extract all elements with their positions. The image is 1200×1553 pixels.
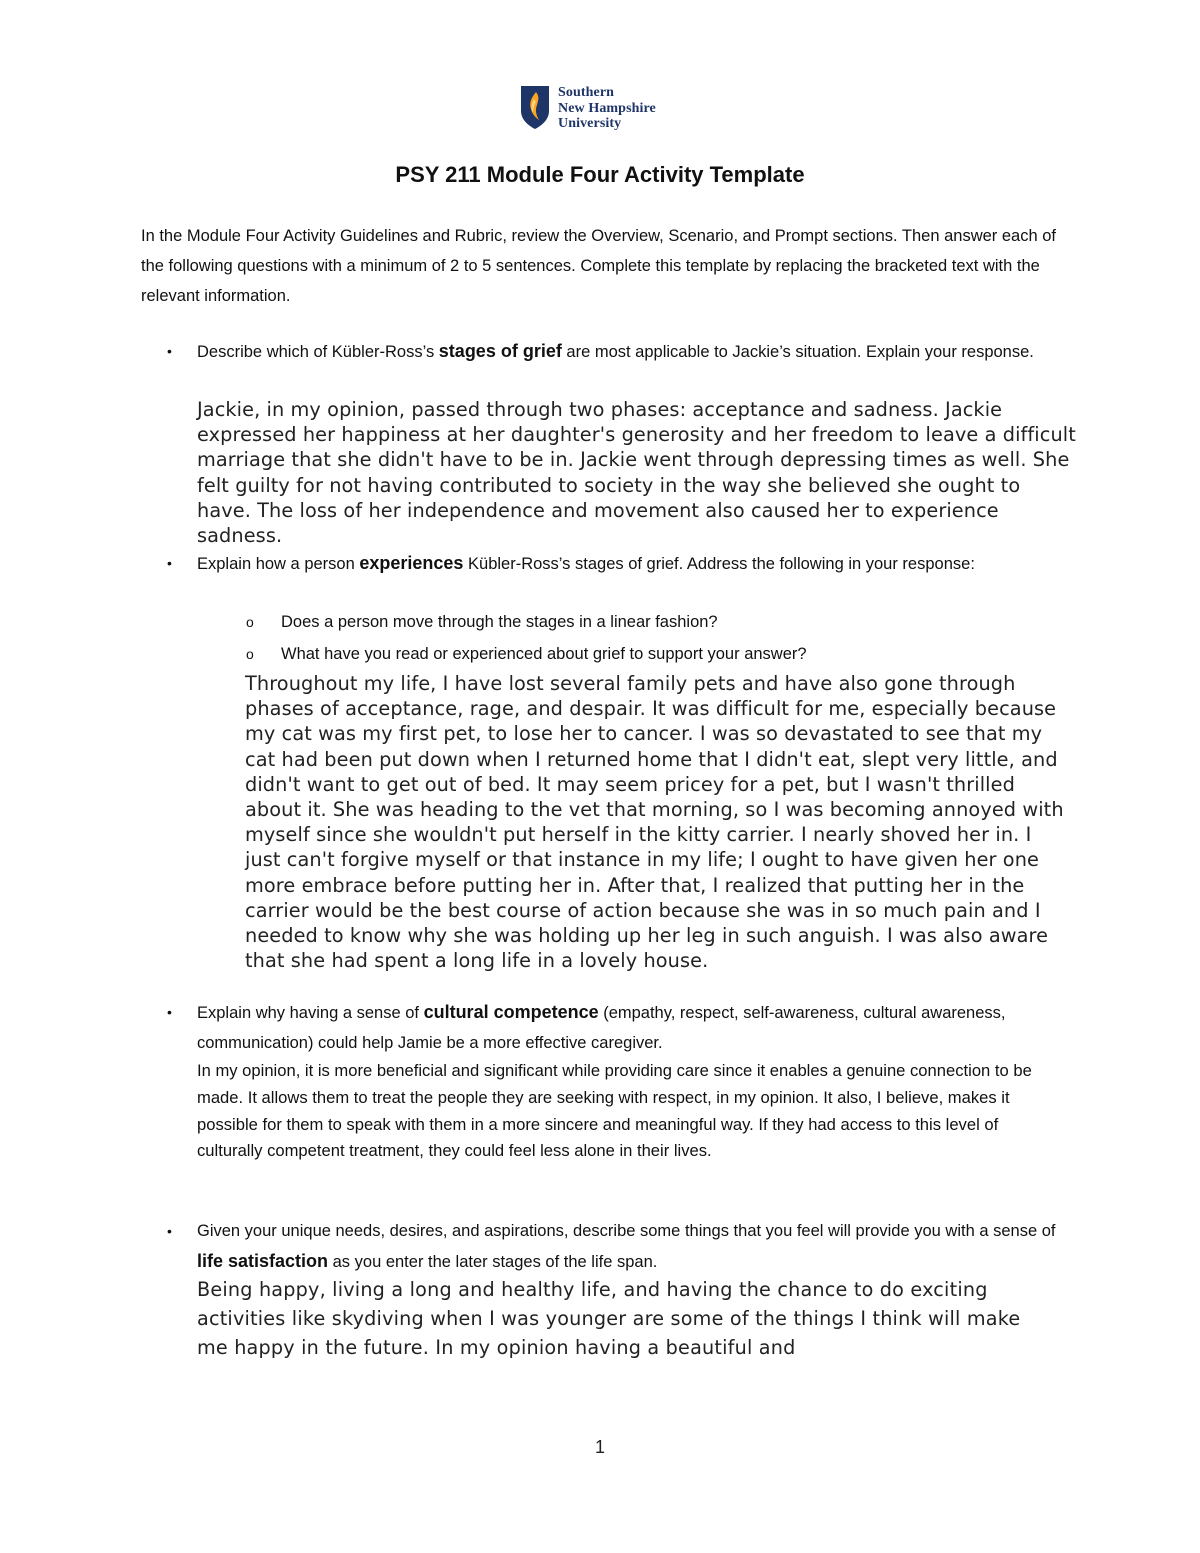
shield-flame-icon	[520, 84, 550, 130]
question-emphasis: experiences	[359, 553, 464, 573]
bullet: •	[167, 1004, 172, 1020]
answer-1: Jackie, in my opinion, passed through two phases: acceptance and sadness. Jackie expressed her happiness at her daughter's generosity and her freedom to leave a difficult marriage that she didn't have to be in. Jackie went through depressing times as well. She felt guilty for not having contributed to society in the way she believed she ought to have. The loss of her independence and movement also caused her to experience sadness.	[197, 398, 1076, 548]
answer-4: Being happy, living a long and healthy life, and having the chance to do exciting activities like skydiving when I was younger are some of the things I think will make me happy in the future. In my opinion having a beautiful and	[197, 1278, 1021, 1359]
university-logo	[520, 84, 656, 132]
question-emphasis: stages of grief	[438, 341, 562, 361]
logo-line-1: Southern	[558, 85, 615, 100]
subpoint-2	[246, 639, 1066, 669]
question-text: Describe which of Kübler-Ross’s stages of grief are most applicable to Jackie’s situation. Explain your response.	[197, 341, 1034, 361]
sub-bullet: o	[246, 614, 254, 630]
question-3	[141, 997, 1071, 1058]
question-1	[141, 336, 1071, 367]
subpoint-text: What have you read or experienced about grief to support your answer?	[281, 645, 807, 663]
sub-bullet: o	[246, 646, 254, 662]
bullet: •	[167, 555, 172, 571]
intro-paragraph: In the Module Four Activity Guidelines and Rubric, review the Overview, Scenario, and Prompt sections. Then answer each of the following questions with a minimum of 2 to 5 sentences. Complete this template by replacing the bracketed text with the relevant information.	[141, 227, 1056, 305]
question-text: Given your unique needs, desires, and aspirations, describe some things that you feel will provide you with a sense of life satisfaction as you enter the later stages of the life span.	[197, 1222, 1056, 1271]
answer-2: Throughout my life, I have lost several family pets and have also gone through phases of acceptance, rage, and despair. It was difficult for me, especially because my cat was my first pet, to lose her to cancer. I was so devastated to see that my cat had been put down when I returned home that I didn't eat, slept very little, and didn't want to get out of bed. It may seem pricey for a pet, but I wasn't thrilled about it. She was heading to the vet that morning, so I was becoming annoyed with myself since she wouldn't put herself in the kitty carrier. I nearly shoved her in. I just can't forgive myself or that instance in my life; I ought to have given her one more embrace before putting her in. After that, I realized that putting her in the carrier would be the best course of action because she was in so much pain and I needed to know why she was holding up her leg in such anguish. I was also aware that she had spent a long life in a lovely house.	[245, 672, 1064, 973]
question-emphasis: cultural competence	[423, 1002, 599, 1022]
subpoint-text: Does a person move through the stages in a linear fashion?	[281, 613, 718, 631]
logo-line-2: New Hampshire	[558, 100, 656, 116]
answer-3: In my opinion, it is more beneficial and significant while providing care since it enables a genuine connection to be made. It allows them to treat the people they are seeking with respect, in my opinion. It also, I believe, makes it possible for them to speak with them in a more sincere and meaningful way. If they had access to this level of culturally competent treatment, they could feel less alone in their lives.	[197, 1061, 1032, 1161]
bullet: •	[167, 1223, 172, 1239]
page-number: 1	[594, 1437, 605, 1457]
question-text: Explain why having a sense of cultural competence (empathy, respect, self-awareness, cultural awareness, communication) could help Jamie be a more effective caregiver.	[197, 1002, 1006, 1052]
subpoint-1	[246, 607, 1066, 637]
logo-line-3: University	[558, 116, 622, 131]
question-emphasis: life satisfaction	[197, 1251, 329, 1271]
document-title: PSY 211 Module Four Activity Template	[395, 162, 805, 187]
bullet: •	[167, 343, 172, 359]
question-text: Explain how a person experiences Kübler-Ross’s stages of grief. Address the following in your response:	[197, 553, 975, 573]
question-2	[141, 548, 1071, 579]
question-4	[141, 1216, 1071, 1277]
